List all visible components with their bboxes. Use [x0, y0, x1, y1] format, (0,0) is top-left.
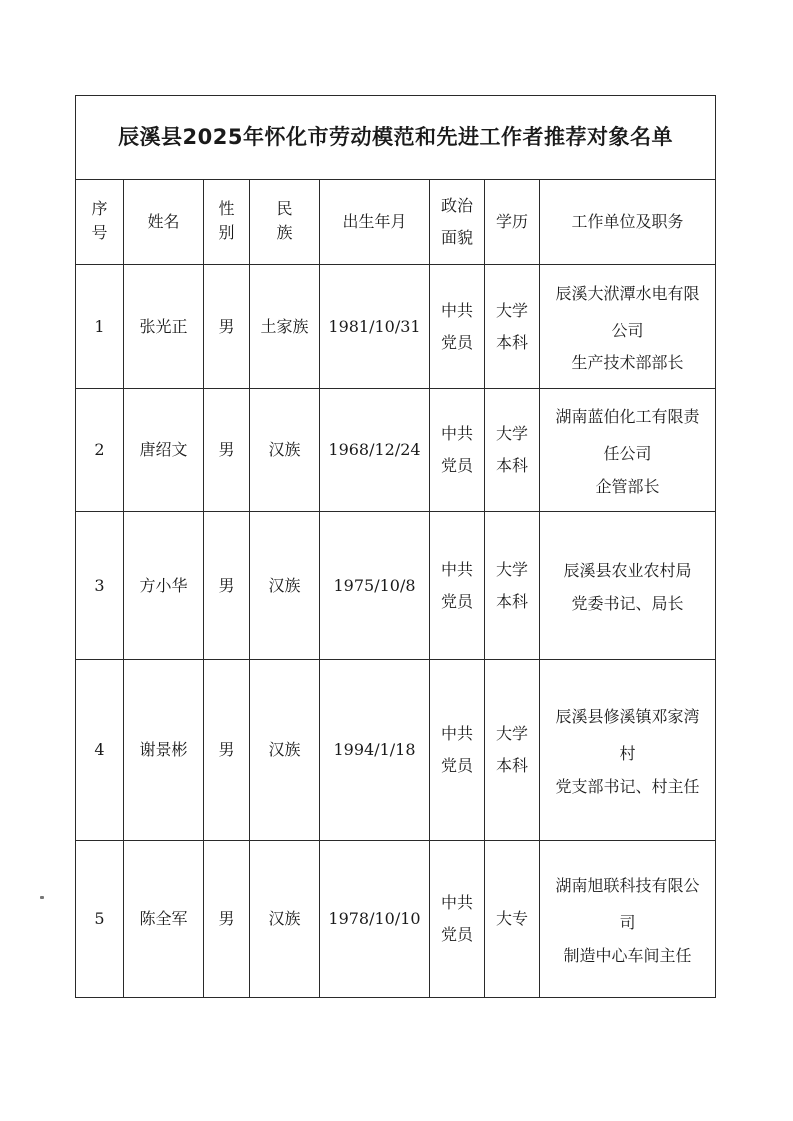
header-ethnicity: 民族: [250, 180, 320, 265]
table-row: [76, 660, 716, 841]
header-index: 序号: [76, 180, 124, 265]
row-education: 大学本科: [485, 512, 540, 660]
row-education: 大学本科: [485, 265, 540, 389]
row-name: 方小华: [124, 512, 204, 660]
row-workplace: 辰溪县农业农村局 党委书记、局长: [540, 512, 716, 660]
row-workplace: 湖南旭联科技有限公司 制造中心车间主任: [540, 841, 716, 998]
row-gender: 男: [204, 512, 250, 660]
row-political: 中共党员: [430, 389, 485, 512]
row-ethnicity: 汉族: [250, 660, 320, 841]
row-name: 谢景彬: [124, 660, 204, 841]
header-workplace: 工作单位及职务: [540, 180, 716, 265]
row-ethnicity: 土家族: [250, 265, 320, 389]
row-political: 中共党员: [430, 265, 485, 389]
row-birth: 1975/10/8: [320, 512, 430, 660]
row-birth: 1968/12/24: [320, 389, 430, 512]
header-gender: 性别: [204, 180, 250, 265]
row-workplace: 湖南蓝伯化工有限责任公司 企管部长: [540, 389, 716, 512]
table-row: [76, 389, 716, 512]
header-education: 学历: [485, 180, 540, 265]
row-gender: 男: [204, 389, 250, 512]
table-row: [76, 512, 716, 660]
table-row: [76, 265, 716, 389]
row-name: 张光正: [124, 265, 204, 389]
row-political: 中共党员: [430, 660, 485, 841]
row-name: 唐绍文: [124, 389, 204, 512]
header-row: [76, 180, 716, 265]
header-political: 政治面貌: [430, 180, 485, 265]
row-workplace: 辰溪县修溪镇邓家湾村 党支部书记、村主任: [540, 660, 716, 841]
document-title: 辰溪县2025年怀化市劳动模范和先进工作者推荐对象名单: [76, 96, 716, 180]
row-ethnicity: 汉族: [250, 512, 320, 660]
row-birth: 1978/10/10: [320, 841, 430, 998]
row-index: 4: [76, 660, 124, 841]
row-political: 中共党员: [430, 512, 485, 660]
row-education: 大学本科: [485, 660, 540, 841]
row-education: 大专: [485, 841, 540, 998]
row-index: 5: [76, 841, 124, 998]
row-workplace: 辰溪大洑潭水电有限公司 生产技术部部长: [540, 265, 716, 389]
scan-speck: [40, 896, 44, 899]
row-ethnicity: 汉族: [250, 841, 320, 998]
row-name: 陈全军: [124, 841, 204, 998]
row-index: 3: [76, 512, 124, 660]
row-birth: 1981/10/31: [320, 265, 430, 389]
table-row: [76, 841, 716, 998]
row-political: 中共党员: [430, 841, 485, 998]
header-name: 姓名: [124, 180, 204, 265]
row-birth: 1994/1/18: [320, 660, 430, 841]
row-gender: 男: [204, 265, 250, 389]
row-ethnicity: 汉族: [250, 389, 320, 512]
row-index: 2: [76, 389, 124, 512]
row-education: 大学本科: [485, 389, 540, 512]
header-birth: 出生年月: [320, 180, 430, 265]
row-gender: 男: [204, 660, 250, 841]
row-gender: 男: [204, 841, 250, 998]
row-index: 1: [76, 265, 124, 389]
nominee-table: [75, 95, 716, 998]
